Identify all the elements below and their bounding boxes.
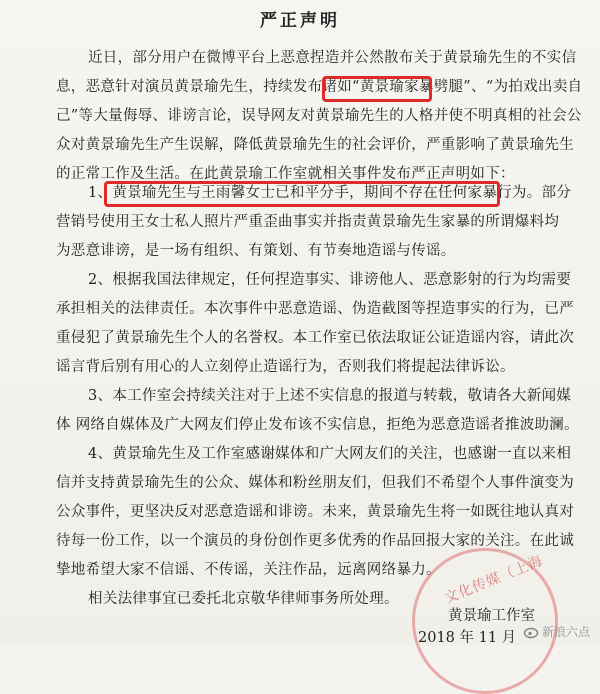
signature-studio: 黄景瑜工作室 [448,608,535,624]
paragraph-line: 己”等大量侮辱、诽谤言论，误导网友对黄景瑜先生的人格并使不明真相的社会公 [56,108,582,124]
paragraph-line: 近日，部分用户在微博平台上恶意捏造并公然散布关于黄景瑜先生的不实信 [88,50,577,66]
signature-date: 2018 年 11 月 [418,630,517,646]
paragraph-line: 挚地希望大家不信谣、不传谣，关注作品，远离网络暴力。 [56,562,441,578]
paragraph-line: 公众事件，更坚决反对恶意造谣和诽谤。未来，黄景瑜先生将一如既往地认真对 [56,504,574,520]
paragraph-line: 谣言背后别有用心的人立刻停止造谣行为，否则我们将提起法律诉讼。 [56,359,515,375]
paragraph-line: 信并支持黄景瑜先生的公众、媒体和粉丝朋友们，但我们不希望个人事件演变为 [56,475,574,491]
paragraph-line: 为恶意诽谤，是一场有组织、有策划、有节奏地造谣与传谣。 [56,243,456,259]
document-title: 严正声明 [260,11,340,31]
paragraph-line: 众对黄景瑜先生产生误解，降低黄景瑜先生的社会评价，严重影响了黄景瑜先生 [56,137,574,153]
paragraph-line: 待每一份工作，以一个演员的身份创作更多优秀的作品回报大家的关注。在此诚 [56,533,574,549]
paragraph-line: 3、本工作室会持续关注对于上述不实信息的报道与转载，敬请各大新闻媒 [88,388,572,404]
paragraph-line: 息，恶意针对演员黄景瑜先生，持续发布诸如“黄景瑜家暴劈腿”、“为拍戏出卖自 [56,79,583,95]
paragraph-line: 体 网络自媒体及广大网友们停止发布该不实信息，拒绝为恶意造谣者推波助澜。 [56,417,579,433]
paragraph-line: 重侵犯了黄景瑜先生个人的名誉权。本工作室已依法取证公证造谣内容，请此次 [56,330,574,346]
watermark-text: 新浪六点 [541,625,590,639]
paragraph-line: 承担相关的法律责任。本次事件中恶意造谣、伪造截图等捏造事实的行为，已严 [56,301,574,317]
paragraph-line: 2、根据我国法律规定，任何捏造事实、诽谤他人、恶意影射的行为均需要 [88,272,572,288]
weibo-icon [523,624,539,640]
paragraph-line: 的正常工作及生活。在此黄景瑜工作室就相关事件发布严正声明如下： [56,166,515,182]
highlight-box-statement-one [104,181,500,207]
stamp-text: 文化传媒（上海 [442,552,546,608]
paragraph-line: 1、黄景瑜先生与王雨馨女士已和平分手，期间不存在任何家暴行为。部分 [88,185,572,201]
paragraph-line: 相关法律事宜已委托北京敬华律师事务所处理。 [88,591,399,607]
highlight-box-rumor-quote [322,76,432,102]
paragraph-line: 营销号使用王女士私人照片严重歪曲事实并指责黄景瑜先生家暴的所谓爆料均 [56,214,560,230]
weibo-watermark [523,623,590,640]
paragraph-line: 4、黄景瑜先生及工作室感谢媒体和广大网友们的关注，也感谢一直以来相 [88,446,572,462]
